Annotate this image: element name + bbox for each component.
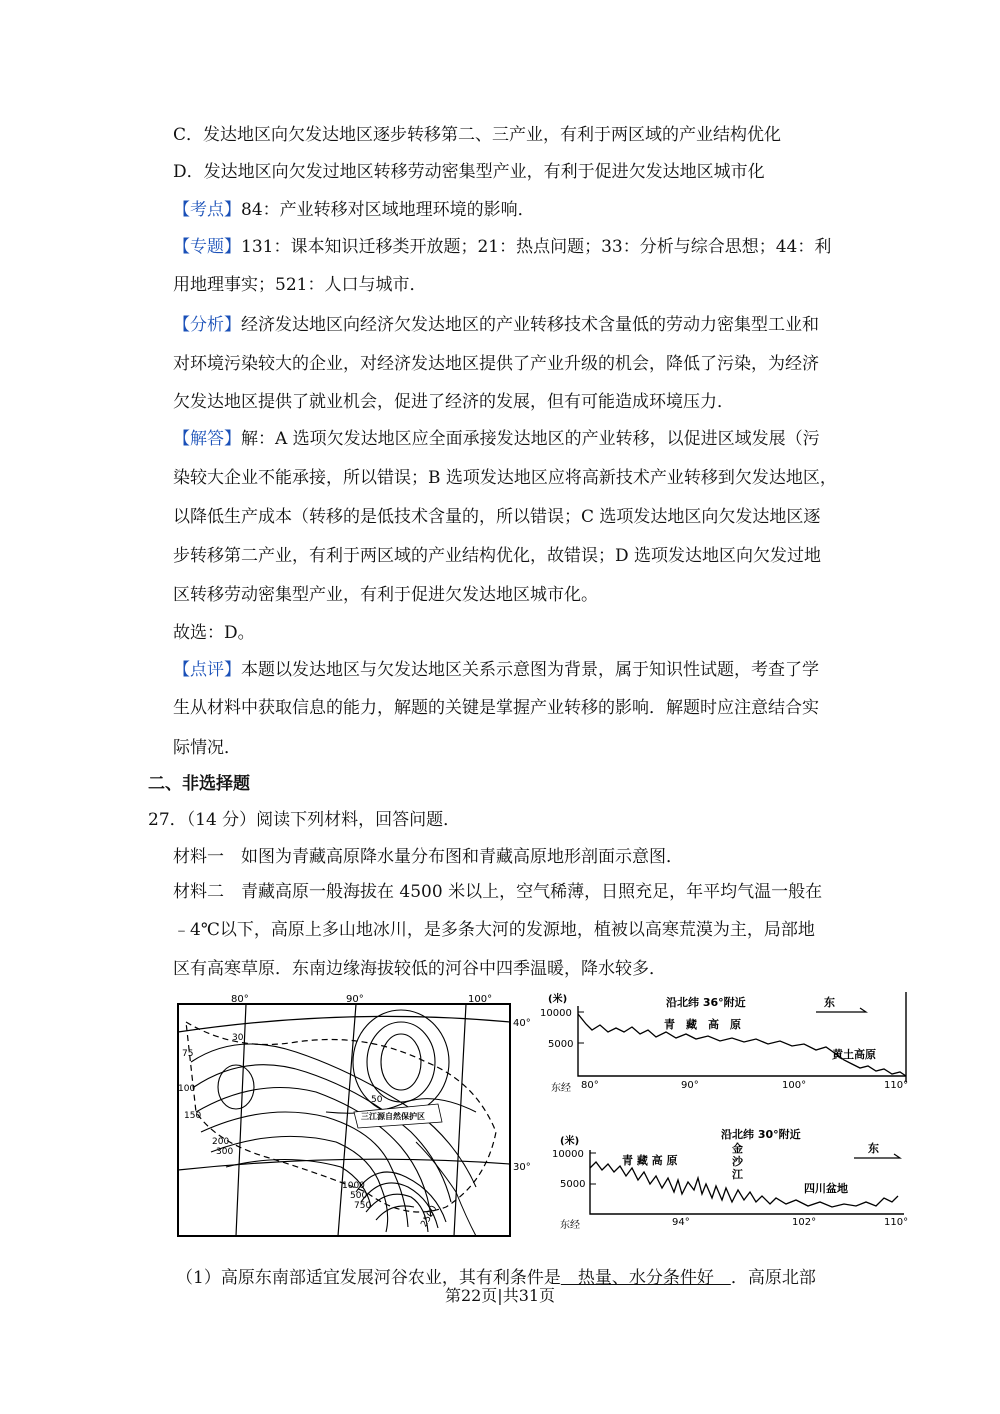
dianping-line-3: 际情况． [173, 738, 241, 758]
profile1-lonlabel: 东经 [551, 1083, 571, 1094]
isohyet-750: 750 [354, 1201, 372, 1211]
profile2-x102: 102° [792, 1217, 817, 1228]
option-d: D．发达地区向欠发过地区转移劳动密集型产业，有利于促进欠发达地区城市化 [173, 162, 765, 182]
zhuanti-line [173, 236, 831, 258]
precipitation-map [178, 994, 531, 1236]
fenxi-line [173, 314, 819, 336]
zhuanti-text: 131：课本知识迁移类开放题；21：热点问题；33：分析与综合思想；44：利 [241, 237, 832, 257]
page-footer: 第22页|共31页 [444, 1286, 556, 1305]
question-1-answer: 热量、水分条件好 [560, 1268, 731, 1288]
profile2-lonlabel: 东经 [560, 1220, 580, 1231]
profile2-line [590, 1162, 898, 1207]
answer-line: 故选：D。 [173, 623, 255, 643]
reserve-label: 三江源自然保护区 [361, 1112, 425, 1121]
profile1-y5000: 5000 [548, 1039, 574, 1050]
kaodian-tag: 【考点】 [173, 200, 241, 220]
profile1-title: 沿北纬 36°附近 [666, 996, 746, 1009]
isohyet-75: 75 [182, 1049, 194, 1059]
profile2-river-1: 金 [732, 1142, 743, 1155]
profile1-east: 东 [824, 996, 835, 1009]
map-lat-40: 40° [513, 1018, 531, 1029]
isohyet-500: 500 [350, 1191, 368, 1201]
fenxi-line-2: 对环境污染较大的企业，对经济发达地区提供了产业升级的机会，降低了污染，为经济 [173, 354, 819, 374]
profile1-region2: 黄土高原 [832, 1048, 876, 1061]
profile2-river-3: 江 [732, 1168, 743, 1181]
jieda-line-3: 以降低生产成本（转移的是低技术含量的，所以错误；C 选项发达地区向欠发达地区逐 [173, 507, 821, 527]
profile2-east: 东 [868, 1142, 879, 1155]
isohyet-200: 200 [212, 1137, 230, 1147]
map-lat-30: 30° [513, 1162, 531, 1173]
profile-36n [540, 992, 908, 1094]
profile1-region1: 青 藏 高 原 [664, 1018, 741, 1031]
dianping-line-2: 生从材料中获取信息的能力，解题的关键是掌握产业转移的影响．解题时应注意结合实 [173, 698, 819, 718]
profile1-x90: 90° [681, 1080, 699, 1091]
question-27: 27．（14 分）阅读下列材料，回答问题． [148, 810, 461, 830]
material-2-line-3: 区有高寒草原．东南边缘海拔较低的河谷中四季温暖，降水较多． [173, 959, 666, 979]
isohyet-2500: 2500 [419, 1204, 440, 1229]
profile2-title: 沿北纬 30°附近 [721, 1128, 801, 1141]
isohyet-30: 30 [232, 1033, 244, 1043]
kaodian-line [173, 199, 535, 221]
profile1-x80: 80° [581, 1080, 599, 1091]
profile2-unit: (米) [560, 1136, 580, 1147]
material-1: 材料一 如图为青藏高原降水量分布图和青藏高原地形剖面示意图． [173, 847, 683, 867]
profile2-ticks [590, 1153, 596, 1184]
jieda-line-5: 区转移劳动密集型产业，有利于促进欠发达地区城市化。 [173, 585, 598, 605]
dianping-line [173, 659, 819, 681]
section-heading: 二、非选择题 [148, 774, 250, 794]
map-lon-80: 80° [231, 994, 249, 1005]
jieda-line-4: 步转移第二产业，有利于两区域的产业结构优化，故错误；D 选项发达地区向欠发过地 [173, 546, 822, 566]
zhuanti-tag: 【专题】 [173, 237, 241, 257]
profile1-x100: 100° [782, 1080, 807, 1091]
map-lon-90: 90° [346, 994, 364, 1005]
fenxi-line-3: 欠发达地区提供了就业机会，促进了经济的发展，但有可能造成环境压力． [173, 392, 734, 412]
profile2-y10000: 10000 [552, 1149, 584, 1160]
isohyet-1000: 1000 [342, 1181, 365, 1191]
profile1-x110: 110° [884, 1080, 909, 1091]
dianping-text: 本题以发达地区与欠发达地区关系示意图为背景，属于知识性试题，考查了学 [241, 660, 819, 680]
profile2-region2: 四川盆地 [804, 1182, 848, 1195]
jieda-tag: 【解答】 [173, 429, 241, 449]
material-2-line-1: 材料二 青藏高原一般海拔在 4500 米以上，空气稀薄，日照充足，年平均气温一般在 [173, 882, 823, 902]
jieda-text: 解：A 选项欠发达地区应全面承接发达地区的产业转移，以促进区域发展（污 [241, 429, 820, 449]
profile1-y10000: 10000 [540, 1008, 572, 1019]
option-c: C．发达地区向欠发达地区逐步转移第二、三产业，有利于两区域的产业结构优化 [173, 125, 782, 145]
profile2-x110: 110° [884, 1217, 909, 1228]
fenxi-text: 经济发达地区向经济欠发达地区的产业转移技术含量低的劳动力密集型工业和 [241, 315, 819, 335]
profile2-river-2: 沙 [732, 1155, 743, 1168]
kaodian-text: 84：产业转移对区域地理环境的影响． [241, 200, 535, 220]
isohyet-50: 50 [371, 1095, 383, 1105]
map-lon-100: 100° [468, 994, 493, 1005]
isohyet-100: 100 [178, 1084, 196, 1094]
profile2-region1: 青 藏 高 原 [622, 1154, 678, 1167]
profile-30n [552, 1127, 908, 1231]
isohyet-150: 150 [184, 1111, 202, 1121]
dianping-tag: 【点评】 [173, 660, 241, 680]
jieda-line [173, 428, 820, 450]
profile1-line [578, 1014, 906, 1076]
figure-map-and-profiles [176, 992, 910, 1244]
jieda-line-2: 染较大企业不能承接，所以错误；B 选项发达地区应将高新技术产业转移到欠发达地区， [173, 468, 837, 488]
question-1-text: （1）高原东南部适宜发展河谷农业，其有利条件是 [176, 1268, 561, 1288]
question-1-tail: ．高原北部 [730, 1268, 816, 1288]
material-2-line-2: ﹣4℃以下，高原上多山地冰川，是多条大河的发源地，植被以高寒荒漠为主，局部地 [173, 920, 815, 940]
profile1-unit: (米) [548, 994, 568, 1005]
zhuanti-line-2: 用地理事实；521：人口与城市． [173, 275, 427, 295]
fenxi-tag: 【分析】 [173, 315, 241, 335]
profile1-ticks [578, 1012, 584, 1043]
profile2-x94: 94° [672, 1217, 690, 1228]
profile2-y5000: 5000 [560, 1179, 586, 1190]
isohyet-300: 300 [216, 1147, 234, 1157]
